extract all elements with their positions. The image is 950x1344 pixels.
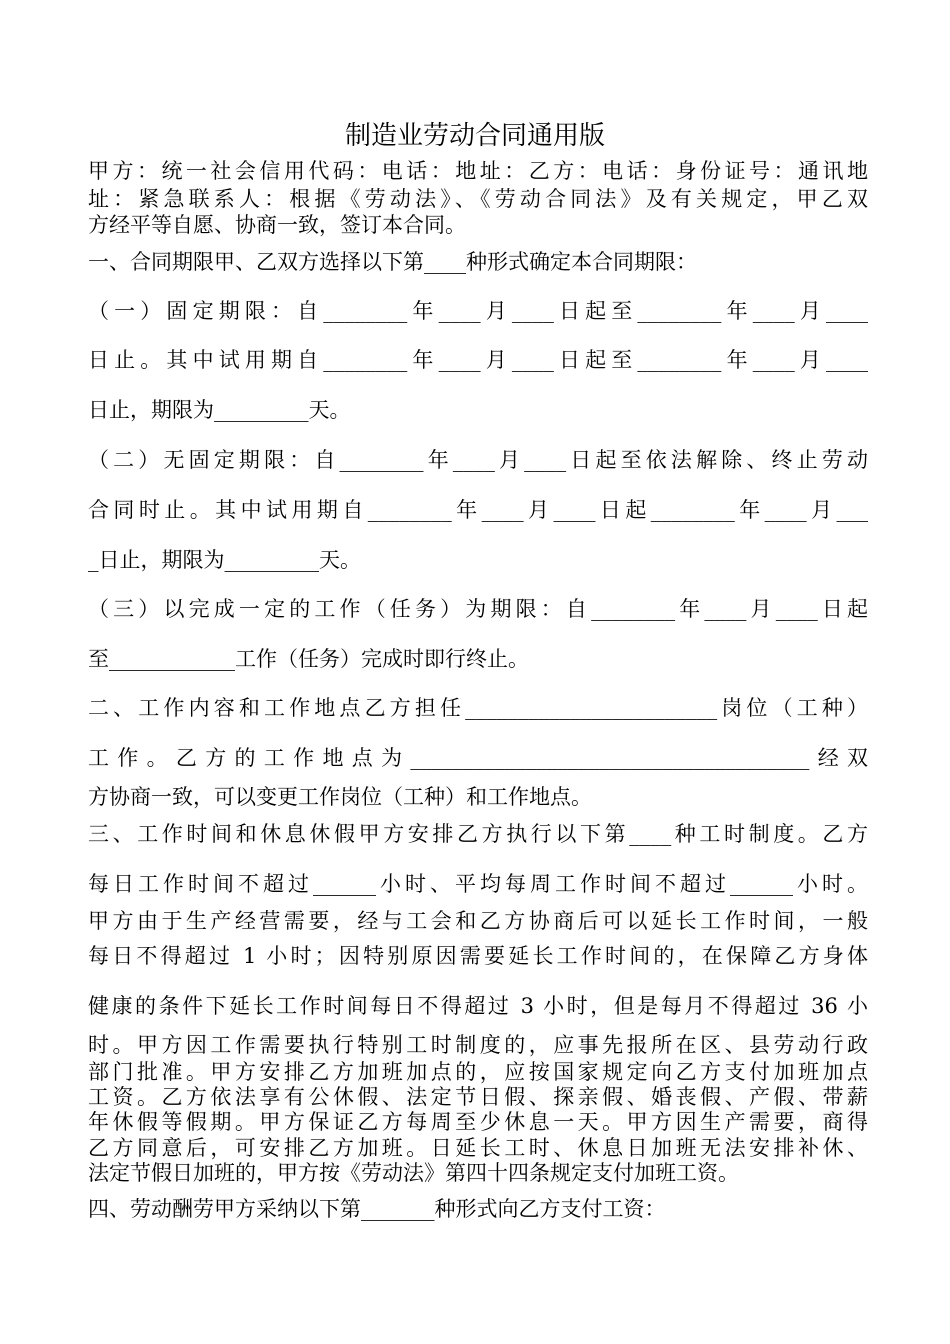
paragraph-line: 部门批准。甲方安排乙方加班加点的，应按国家规定向乙方支付加班加点: [88, 1060, 868, 1084]
paragraph-line: 甲方：统一社会信用代码：电话：地址：乙方：电话：身份证号：通讯地: [88, 159, 868, 183]
paragraph-line: 日止，期限为_________天。: [88, 398, 351, 422]
paragraph-line: 乙方同意后，可安排乙方加班。日延长工时、休息日加班无法安排补休、: [88, 1136, 868, 1160]
paragraph-line: （一）固定期限：自________年____月____日起至________年____月____: [88, 299, 868, 323]
document-title: 制造业劳动合同通用版: [344, 121, 605, 151]
paragraph-line: （三）以完成一定的工作（任务）为期限：自________年____月____日起: [88, 597, 868, 621]
paragraph-line: 工资。乙方依法享有公休假、法定节日假、探亲假、婚丧假、产假、带薪: [88, 1085, 868, 1109]
paragraph-line: 一、合同期限甲、乙双方选择以下第____种形式确定本合同期限：: [88, 250, 697, 274]
paragraph-line: 方协商一致，可以变更工作岗位（工种）和工作地点。: [88, 785, 592, 809]
paragraph-line: 法定节假日加班的，甲方按《劳动法》第四十四条规定支付加班工资。: [88, 1161, 739, 1185]
paragraph-line: 每日工作时间不超过______小时、平均每周工作时间不超过______小时。: [88, 872, 868, 896]
paragraph-line: 三、工作时间和休息休假甲方安排乙方执行以下第____种工时制度。乙方: [88, 822, 868, 846]
paragraph-line: 至____________工作（任务）完成时即行终止。: [88, 647, 529, 671]
paragraph-line: 每日不得超过 1 小时；因特别原因需要延长工作时间的，在保障乙方身体: [88, 944, 868, 968]
paragraph-line: 年休假等假期。甲方保证乙方每周至少休息一天。甲方因生产需要，商得: [88, 1110, 868, 1134]
paragraph-line: 二、工作内容和工作地点乙方担任________________________岗位（工种）: [88, 696, 868, 720]
paragraph-line: 四、劳动酬劳甲方采纳以下第_______种形式向乙方支付工资：: [88, 1197, 666, 1221]
paragraph-line: 时。甲方因工作需要执行特别工时制度的，应事先报所在区、县劳动行政: [88, 1033, 868, 1057]
paragraph-line: 方经平等自愿、协商一致，签订本合同。: [88, 213, 466, 237]
paragraph-line: （二）无固定期限：自________年____月____日起至依法解除、终止劳动: [88, 448, 868, 472]
paragraph-line: 工作。乙方的工作地点为______________________________________经双: [88, 746, 868, 770]
paragraph-line: 健康的条件下延长工作时间每日不得超过 3 小时，但是每月不得超过 36 小: [88, 994, 868, 1018]
paragraph-line: 日止。其中试用期自________年____月____日起至________年____月____: [88, 348, 868, 372]
paragraph-line: 甲方由于生产经营需要，经与工会和乙方协商后可以延长工作时间，一般: [88, 909, 868, 933]
paragraph-line: _日止，期限为_________天。: [88, 548, 361, 572]
paragraph-line: 址：紧急联系人：根据《劳动法》、《劳动合同法》及有关规定，甲乙双: [88, 187, 868, 211]
paragraph-line: 合同时止。其中试用期自________年____月____日起________年____月___: [88, 498, 868, 522]
